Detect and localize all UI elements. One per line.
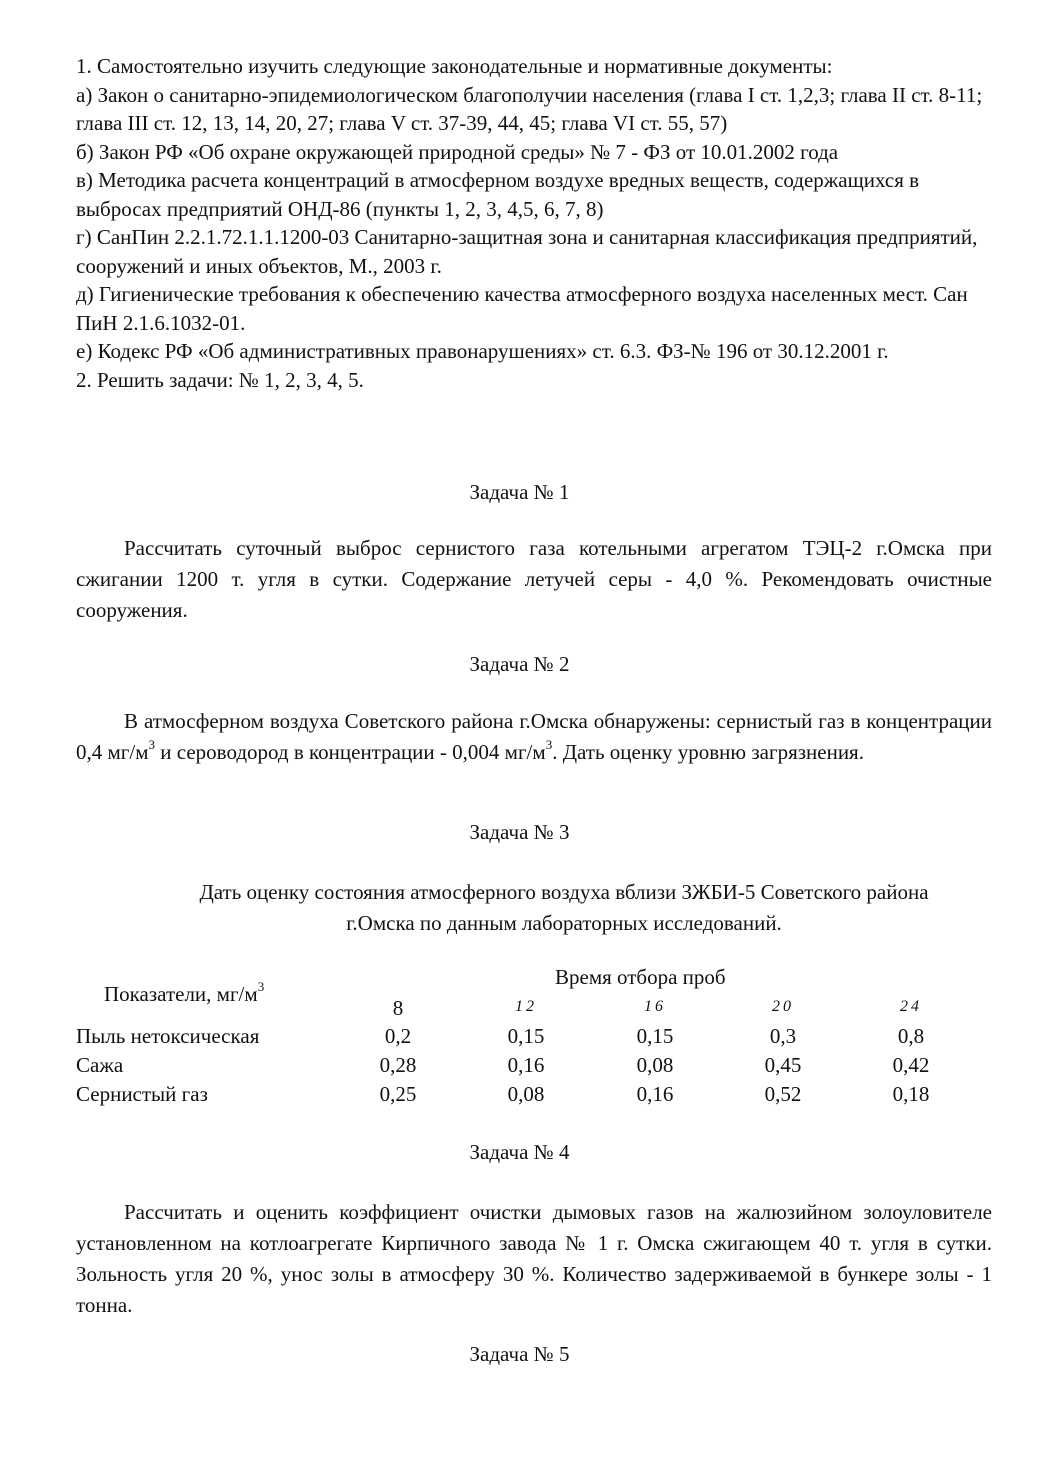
task4-title: Задача № 4: [469, 1140, 570, 1164]
intro-item-f: е) Кодекс РФ «Об административных правонарушениях» ст. 6.3. ФЗ-№ 196 от 30.12.2001 г.: [76, 339, 889, 363]
table-cell: 0,15: [636, 1024, 674, 1048]
task2-sup-2: 3: [545, 737, 553, 752]
table-cell: 0,42: [892, 1053, 930, 1077]
task3-line-1: Дать оценку состояния атмосферного воздуха вблизи ЗЖБИ-5 Советского района: [199, 880, 929, 904]
intro-item-d: г) СанПин 2.2.1.72.1.1.1200-03 Санитарно-защитная зона и санитарная классификация предприятий, сооружений и иных объектов, М., 2003 г.: [76, 225, 978, 278]
task2-text-a: В атмосферном воздуха Советского района г.Омска обнаружены: сернистый газ в концентрации 0,4 мг/м: [76, 709, 992, 764]
intro-item-a: а) Закон о санитарно-эпидемиологическом благополучии населения (глава I ст. 1,2,3; глава II ст. 8-11; глава III ст. 12, 13, 14, 20, 27; глава V ст. 37-39, 44, 45; глава VI ст. 55, 57): [76, 82, 983, 135]
table-row-label: Пыль нетоксическая: [76, 1024, 260, 1048]
table-cell: 0,08: [636, 1053, 674, 1077]
task3-title: Задача № 3: [469, 820, 570, 844]
table-cell: 0,3: [769, 1024, 797, 1048]
task4-text: Рассчитать и оценить коэффициент очистки дымовых газов на жалюзийном золоуловителе установленном на котлоагрегате Кирпичного завода № 1 г. Омска сжигающем 40 т. угля в сутки. Зольность угля 20 %, унос золы в атмосферу 30 %. Количество задерживаемой в бункере золы - 1 тонна.: [76, 1200, 992, 1317]
table-row-label: Сернистый газ: [76, 1082, 208, 1106]
table-cell: 0,8: [897, 1024, 925, 1048]
table-cell: 0,15: [507, 1024, 545, 1048]
task2-sup-1: 3: [148, 737, 156, 752]
table-cell: 0,16: [636, 1082, 674, 1106]
intro-item-2: 2. Решить задачи: № 1, 2, 3, 4, 5.: [76, 367, 364, 392]
task3-line-2: г.Омска по данным лабораторных исследований.: [346, 911, 782, 935]
hour-header: 12: [515, 998, 537, 1015]
table-indicators-header: [104, 979, 265, 1007]
table-cell: 0,18: [892, 1082, 930, 1106]
table-cell: 0,52: [764, 1082, 802, 1106]
hour-header: 16: [644, 998, 666, 1015]
indicators-label-sup: 3: [257, 979, 265, 994]
intro-item-e: д) Гигиенические требования к обеспечению качества атмосферного воздуха населенных мест. Сан ПиН 2.1.6.1032-01.: [76, 282, 968, 335]
task2-text-c: . Дать оценку уровню загрязнения.: [552, 740, 864, 764]
table-time-header: Время отбора проб: [555, 965, 726, 989]
indicators-label: Показатели, мг/м: [104, 982, 258, 1006]
task2-title: Задача № 2: [469, 652, 570, 676]
intro-section: [76, 52, 986, 394]
task4-body: [76, 1197, 992, 1321]
table-cell: 0,25: [379, 1082, 417, 1106]
table-cell: 0,45: [764, 1053, 802, 1077]
task2-body: [76, 706, 992, 768]
hour-header: 8: [392, 996, 404, 1020]
task1-text: Рассчитать суточный выброс сернистого газа котельными агрегатом ТЭЦ-2 г.Омска при сжигании 1200 т. угля в сутки. Содержание летучей серы - 4,0 %. Рекомендовать очистные сооружения.: [76, 536, 992, 622]
intro-item-b: б) Закон РФ «Об охране окружающей природной среды» № 7 - ФЗ от 10.01.2002 года: [76, 139, 839, 164]
intro-item-1: 1. Самостоятельно изучить следующие законодательные и нормативные документы:: [76, 54, 833, 78]
table-row-label: Сажа: [76, 1053, 124, 1077]
intro-item-c: в) Методика расчета концентраций в атмосферном воздухе вредных веществ, содержащихся в выбросах предприятий ОНД-86 (пункты 1, 2, 3, 4,5, 6, 7, 8): [76, 168, 920, 221]
task5-title: Задача № 5: [469, 1342, 570, 1366]
table-cell: 0,28: [379, 1053, 417, 1077]
task2-text: [76, 706, 992, 768]
task1-body: [76, 533, 992, 626]
hour-header: 20: [772, 998, 794, 1015]
hour-header: 24: [900, 998, 922, 1015]
table-cell: 0,16: [507, 1053, 545, 1077]
task2-text-b: и сероводород в концентрации - 0,004 мг/м: [155, 740, 546, 764]
task1-title: Задача № 1: [469, 480, 570, 504]
table-cell: 0,2: [384, 1024, 412, 1048]
table-cell: 0,08: [507, 1082, 545, 1106]
task3-body: [76, 877, 992, 939]
